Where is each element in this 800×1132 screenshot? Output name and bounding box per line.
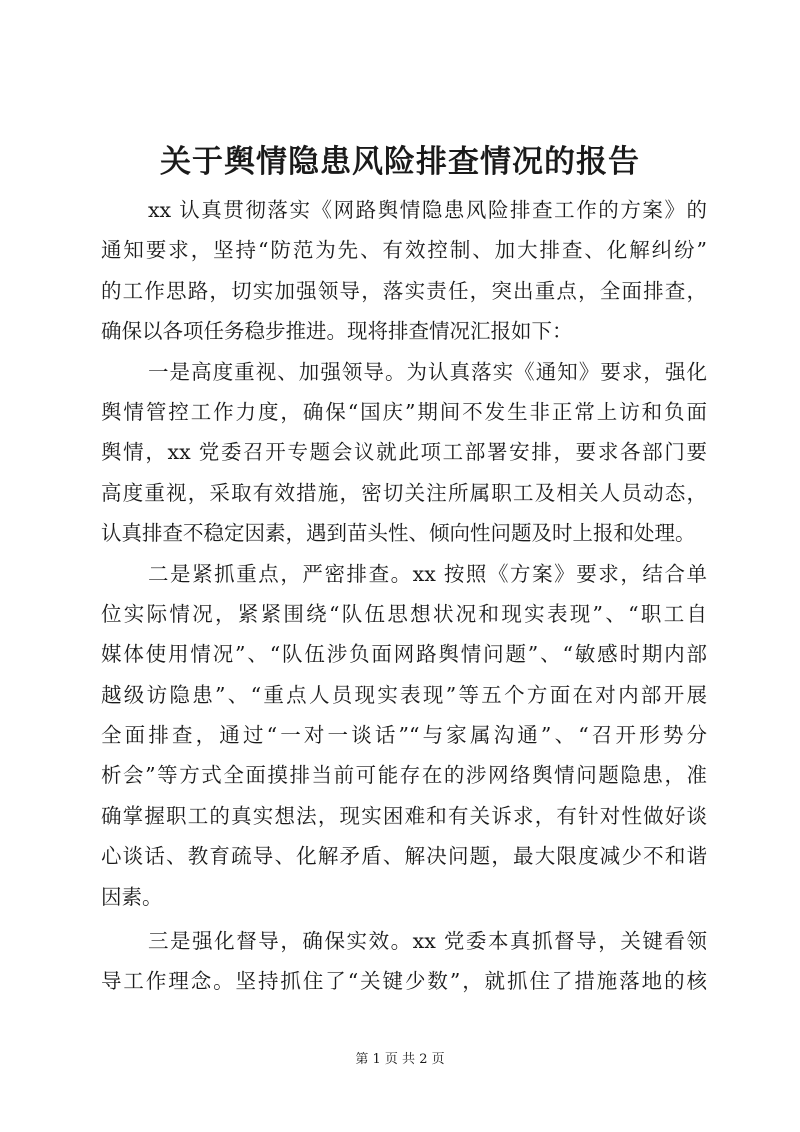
text-line: 因素。 [101, 884, 163, 909]
text-line: 析会”等方式全面摸排当前可能存在的涉网络舆情问题隐患，准 [101, 763, 707, 788]
text-line: 一是高度重视、加强领导。为认真落实《通知》要求，强化 [148, 359, 707, 384]
text-line: 三是强化督导，确保实效。xx 党委本真抓督导，关键看领 [148, 929, 707, 954]
text-line: 二是紧抓重点，严密排查。xx 按照《方案》要求，结合单 [148, 561, 707, 586]
text-line: 通知要求，坚持“防范为先、有效控制、加大排查、化解纠纷” [101, 238, 707, 263]
paragraph [101, 352, 707, 554]
document-body [101, 190, 707, 1002]
text-line: 认真排查不稳定因素，遇到苗头性、倾向性问题及时上报和处理。 [101, 521, 696, 546]
paragraph [101, 921, 707, 1002]
text-line: 确保以各项任务稳步推进。现将排查情况汇报如下： [101, 319, 573, 344]
text-line: 确掌握职工的真实想法，现实困难和有关诉求，有针对性做好谈 [101, 803, 707, 828]
text-line: 高度重视，采取有效措施，密切关注所属职工及相关人员动态， [101, 480, 707, 505]
text-line: 导工作理念。坚持抓住了“关键少数”，就抓住了措施落地的核 [101, 969, 707, 994]
text-line: 心谈话、教育疏导、化解矛盾、解决问题，最大限度减少不和谐 [101, 844, 707, 869]
text-line: 越级访隐患”、“重点人员现实表现”等五个方面在对内部开展 [101, 682, 707, 707]
text-line: 的工作思路，切实加强领导，落实责任，突出重点，全面排查， [101, 278, 707, 303]
text-line: 舆情，xx 党委召开专题会议就此项工部署安排，要求各部门要 [101, 440, 707, 465]
text-line: 全面排查，通过“一对一谈话”“与家属沟通”、“召开形势分 [101, 723, 707, 748]
paragraph [101, 554, 707, 918]
paragraph [101, 190, 707, 352]
text-line: xx 认真贯彻落实《网路舆情隐患风险排查工作的方案》的 [148, 198, 707, 222]
text-line: 位实际情况，紧紧围绕“队伍思想状况和现实表现”、“职工自 [101, 601, 707, 626]
document-title: 关于舆情隐患风险排查情况的报告 [160, 144, 640, 180]
text-line: 舆情管控工作力度，确保“国庆”期间不发生非正常上访和负面 [101, 399, 707, 424]
page-footer: 第 1 页 共 2 页 [355, 1052, 445, 1067]
text-line: 媒体使用情况”、“队伍涉负面网路舆情问题”、“敏感时期内部 [101, 642, 707, 667]
